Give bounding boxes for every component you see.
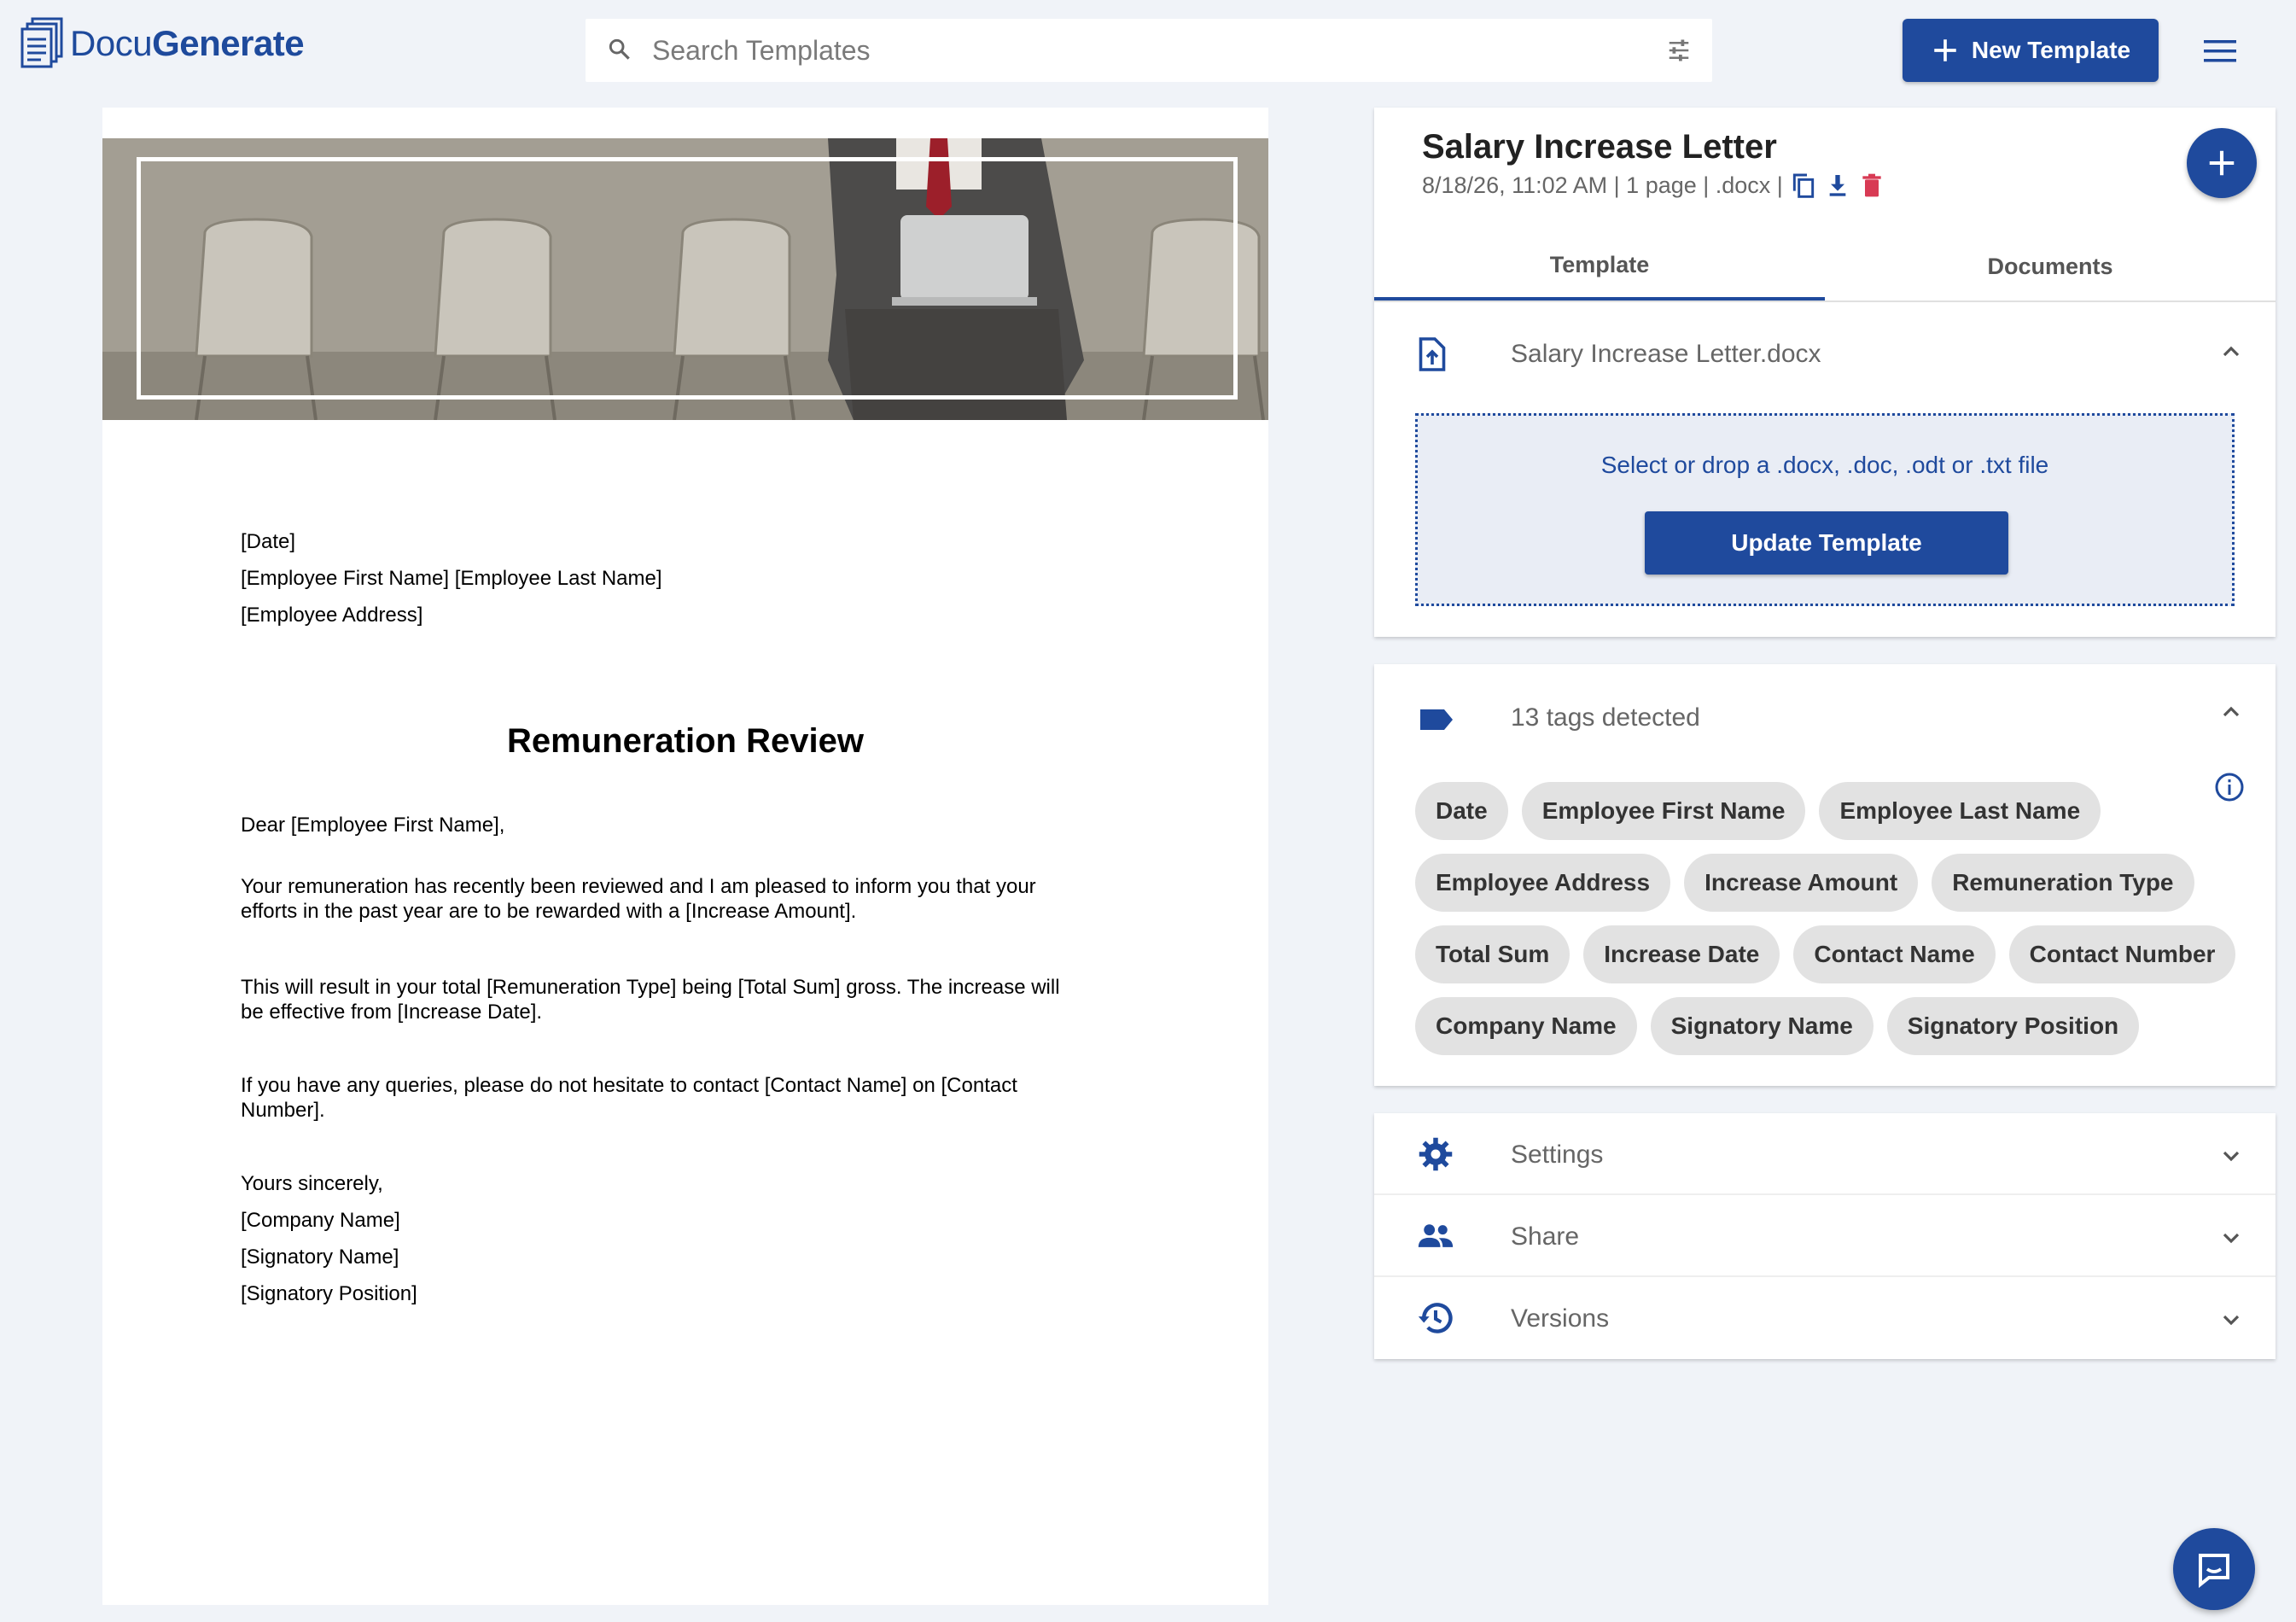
chevron-down-icon[interactable] [2217,1224,2245,1252]
tag-chip[interactable]: Contact Number [2009,925,2236,983]
paragraph-2-line-2: be effective from [Increase Date]. [241,1001,543,1024]
share-label: Share [1511,1222,1580,1251]
paragraph-1-line-2: efforts in the past year are to be rewarded with a [Increase Amount]. [241,900,857,923]
chat-support-button[interactable] [2173,1528,2255,1610]
signatory-position-line: [Signatory Position] [241,1282,417,1305]
top-bar [0,0,2296,102]
download-icon[interactable] [1824,171,1851,200]
file-dropzone[interactable] [1415,413,2235,606]
employee-name-line: [Employee First Name] [Employee Last Name] [241,567,662,590]
template-meta-text: 8/18/26, 11:02 AM | 1 page | .docx | [1422,172,1783,198]
logo-text-bold: Generate [152,23,305,63]
hero-frame [137,157,1238,400]
tag-row [1415,997,2183,1055]
closing-line: Yours sincerely, [241,1172,383,1195]
template-details-card [1374,108,2276,637]
tag-chip[interactable]: Increase Date [1583,925,1780,983]
document-title: Remuneration Review [507,722,864,760]
document-preview [102,108,1268,1605]
greeting-line: Dear [Employee First Name], [241,814,505,837]
plus-icon [1931,36,1960,65]
tag-chip[interactable]: Increase Amount [1684,854,1918,912]
versions-label: Versions [1511,1304,1610,1333]
tab-template[interactable]: Template [1374,232,1825,300]
sections-card [1374,1113,2276,1359]
template-file-name: Salary Increase Letter.docx [1511,340,1821,368]
tag-chip[interactable]: Employee Address [1415,854,1670,912]
logo-text-light: Docu [70,23,153,63]
tags-summary: 13 tags detected [1511,703,1700,732]
gear-icon [1417,1135,1454,1173]
date-line: [Date] [241,530,296,553]
logo-text [70,23,304,64]
tag-chip[interactable]: Remuneration Type [1932,854,2194,912]
settings-section[interactable] [1374,1113,2276,1195]
settings-label: Settings [1511,1141,1604,1169]
versions-section[interactable] [1374,1277,2276,1359]
tags-card [1374,664,2276,1086]
chevron-down-icon[interactable] [2217,1142,2245,1170]
hero-image [102,138,1268,420]
copy-icon[interactable] [1790,171,1817,200]
chevron-up-icon[interactable] [2217,338,2245,365]
template-title: Salary Increase Letter [1422,128,1777,166]
tag-chip[interactable]: Employee First Name [1522,782,1806,840]
share-section[interactable] [1374,1195,2276,1277]
new-template-label: New Template [1971,37,2131,63]
search-input[interactable] [652,19,1591,82]
documents-logo-icon [20,17,65,70]
search-icon[interactable] [606,36,633,63]
tag-chip[interactable]: Total Sum [1415,925,1570,983]
template-file-row[interactable] [1374,304,2276,398]
update-template-button[interactable]: Update Template [1645,511,2008,575]
plus-icon [2206,147,2238,179]
tag-chip[interactable]: Employee Last Name [1819,782,2101,840]
tag-chip[interactable]: Signatory Position [1887,997,2139,1055]
history-icon [1417,1299,1454,1337]
template-meta [1422,171,1885,200]
company-name-line: [Company Name] [241,1209,400,1232]
tag-row [1415,854,2183,912]
new-template-button[interactable] [1903,19,2159,82]
tab-documents[interactable]: Documents [1987,253,2113,279]
paragraph-3-line-2: Number]. [241,1099,325,1122]
tag-row [1415,925,2216,983]
label-tag-icon [1419,707,1454,732]
tag-chip[interactable]: Signatory Name [1651,997,1874,1055]
tag-row [1415,782,2183,840]
employee-address-line: [Employee Address] [241,604,423,627]
tag-chip[interactable]: Company Name [1415,997,1637,1055]
info-icon[interactable] [2214,772,2245,802]
add-document-button[interactable] [2187,128,2257,198]
tag-chip[interactable]: Date [1415,782,1508,840]
chevron-up-icon[interactable] [2217,698,2245,726]
paragraph-3-line-1: If you have any queries, please do not hesitate to contact [Contact Name] on [Contact [241,1074,1017,1097]
chevron-down-icon[interactable] [2217,1306,2245,1333]
paragraph-1-line-1: Your remuneration has recently been reviewed and I am pleased to inform you that your [241,875,1036,898]
file-upload-icon [1417,336,1448,372]
template-tabs [1374,232,2276,302]
tag-chip[interactable]: Contact Name [1793,925,1995,983]
tag-chips [1415,782,2216,1069]
people-icon [1417,1217,1454,1255]
search-bar [586,19,1712,82]
paragraph-2-line-1: This will result in your total [Remuneration Type] being [Total Sum] gross. The increase will [241,976,1060,999]
filter-tune-icon[interactable] [1666,38,1692,63]
hamburger-menu-icon[interactable] [2202,38,2238,65]
app-logo[interactable] [20,17,304,70]
dropzone-hint: Select or drop a .docx, .doc, .odt or .txt file [1600,452,2049,478]
delete-icon[interactable] [1858,171,1885,200]
chat-bubble-icon [2194,1549,2235,1590]
signatory-name-line: [Signatory Name] [241,1246,399,1269]
